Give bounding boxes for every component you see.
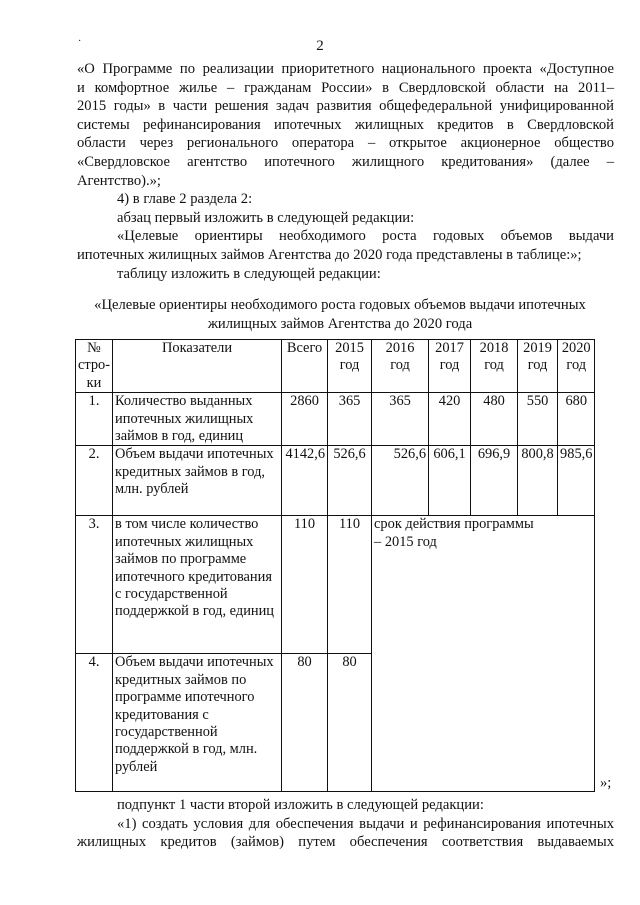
row-num: 1. xyxy=(76,393,113,446)
header-2017: 2017 год xyxy=(429,340,471,393)
text-line: и комфортное жилье – гражданам России» в Свердловской области на 2011– xyxy=(77,79,614,96)
page-mark: · xyxy=(78,36,82,47)
header-2016: 2016 год xyxy=(372,340,429,393)
quote-line: «Целевые ориентиры необходимого роста годовых объемов выдачи xyxy=(117,228,614,245)
header-num: № стро-ки xyxy=(76,340,113,393)
header-2018: 2018 год xyxy=(471,340,518,393)
text-line: области через регионального оператора – открытое акционерное общество xyxy=(77,135,614,152)
header-indicator: Показатели xyxy=(113,340,282,393)
header-2015: 2015 год xyxy=(328,340,372,393)
row-num: 3. xyxy=(76,516,113,654)
page-number: 2 xyxy=(316,38,324,54)
text-line: «Свердловское агентство ипотечного жилищного кредитования» (далее – xyxy=(77,154,614,170)
cell-2020: 680 xyxy=(558,393,595,446)
cell-2017: 420 xyxy=(429,393,471,446)
row-num: 4. xyxy=(76,654,113,792)
header-total: Всего xyxy=(282,340,328,393)
row-indicator: Объем выдачи ипотечных кредитных займов в год, млн. рублей xyxy=(113,446,282,516)
text-line: системы рефинансирования ипотечных жилищных кредитов в Свердловской xyxy=(77,116,614,133)
cell-2015: 526,6 xyxy=(328,446,372,516)
subitem-instruction: подпункт 1 части второй изложить в следующей редакции: xyxy=(117,797,484,813)
text-line: Агентство).»; xyxy=(77,172,161,189)
cell-total: 4142,6 xyxy=(282,446,328,516)
table-title: жилищных займов Агентства до 2020 года xyxy=(207,315,473,332)
cell-2016: 365 xyxy=(372,393,429,446)
cell-total: 80 xyxy=(282,654,328,792)
header-2019: 2019 год xyxy=(518,340,558,393)
table-closing-quote: »; xyxy=(600,775,612,791)
text-line: «1) создать условия для обеспечения выдачи и рефинансирования ипотечных xyxy=(117,815,614,832)
text-line: «О Программе по реализации приоритетного национального проекта «Доступное xyxy=(77,61,614,77)
merged-note-cell: срок действия программы – 2015 год xyxy=(372,516,595,792)
cell-2017: 606,1 xyxy=(429,446,471,516)
table-row xyxy=(76,393,595,446)
item-4-heading: 4) в главе 2 раздела 2: xyxy=(117,191,253,208)
text-line: жилищных кредитов (займов) путем обеспечения соответствия выдаваемых xyxy=(77,834,614,851)
row-indicator: Объем выдачи ипотечных кредитных займов по программе ипотечного кредитования с государственной поддержкой в год, млн. рублей xyxy=(113,654,282,792)
paragraph-instruction: абзац первый изложить в следующей редакции: xyxy=(117,209,415,226)
cell-2019: 550 xyxy=(518,393,558,446)
cell-2015: 80 xyxy=(328,654,372,792)
table-title: «Целевые ориентиры необходимого роста годовых объемов выдачи ипотечных xyxy=(94,297,586,313)
cell-2015: 110 xyxy=(328,516,372,654)
cell-2020: 985,6 xyxy=(558,446,595,516)
table-header-row xyxy=(76,340,595,393)
cell-2018: 480 xyxy=(471,393,518,446)
header-2020: 2020 год xyxy=(558,340,595,393)
cell-2016: 526,6 xyxy=(372,446,429,516)
cell-total: 2860 xyxy=(282,393,328,446)
table-row xyxy=(76,516,595,654)
cell-2019: 800,8 xyxy=(518,446,558,516)
cell-2015: 365 xyxy=(328,393,372,446)
text-line: 2015 годы» в части решения задач развития общефедеральной унифицированной xyxy=(77,98,614,115)
table-instruction: таблицу изложить в следующей редакции: xyxy=(117,265,381,282)
cell-total: 110 xyxy=(282,516,328,654)
targets-table xyxy=(75,339,595,792)
row-indicator: в том числе количество ипотечных жилищных займов по программе ипотечного кредитования с государственной поддержкой в год, единиц xyxy=(113,516,282,654)
quote-line: ипотечных жилищных займов Агентства до 2020 года представлены в таблице:»; xyxy=(77,247,582,263)
table-row xyxy=(76,446,595,516)
row-num: 2. xyxy=(76,446,113,516)
row-indicator: Количество выданных ипотечных жилищных займов в год, единиц xyxy=(113,393,282,446)
cell-2018: 696,9 xyxy=(471,446,518,516)
